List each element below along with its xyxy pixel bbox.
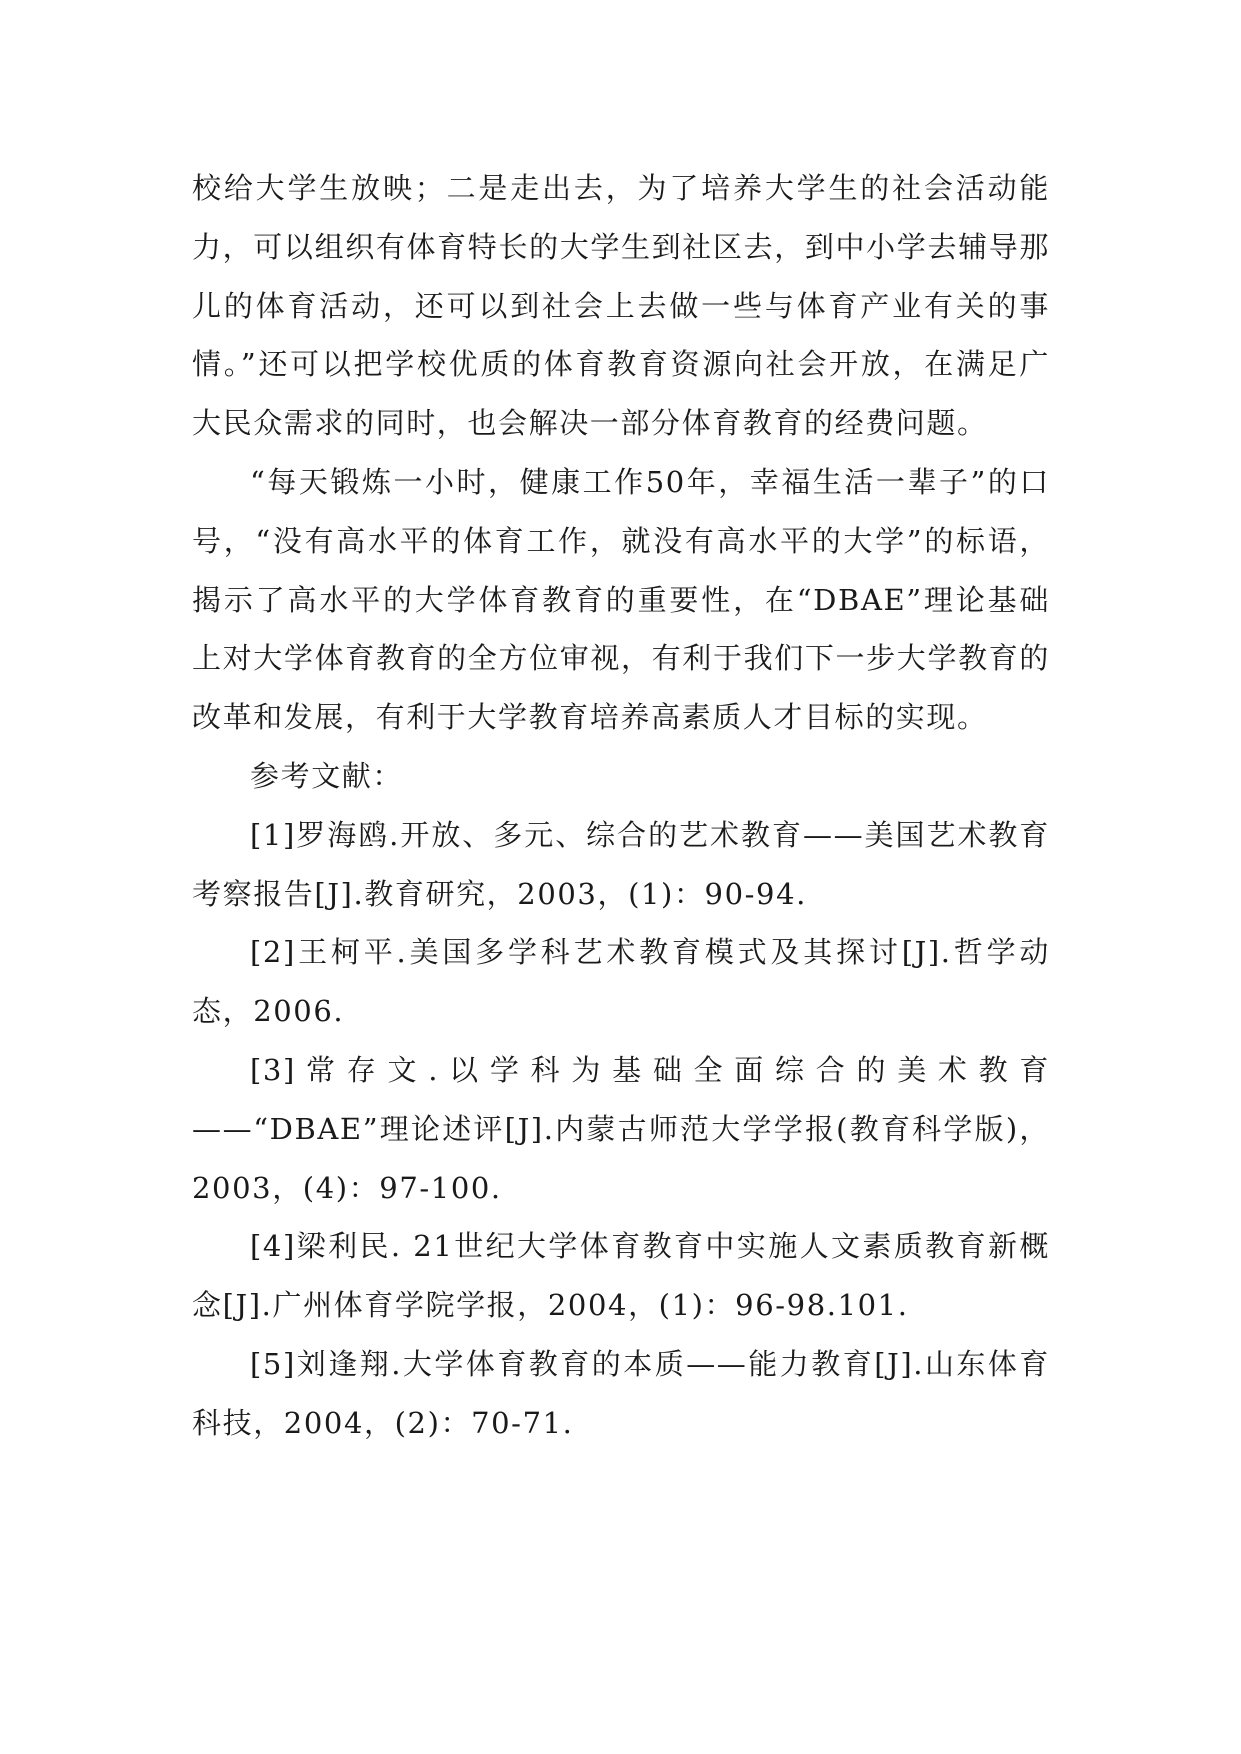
- reference-item: [5]刘逢翔.大学体育教育的本质——能力教育[J].山东体育科技，2004，(2)：70-71.: [192, 1346, 1050, 1440]
- reference-item: [3]常存文.以学科为基础全面综合的美术教育——“DBAE”理论述评[J].内蒙古师范大学学报(教育科学版)，2003，(4)：97-100.: [192, 1052, 1050, 1205]
- references-heading: 参考文献：: [250, 758, 404, 793]
- document-body: [192, 159, 1050, 1453]
- reference-item: [2]王柯平.美国多学科艺术教育模式及其探讨[J].哲学动态，2006.: [192, 935, 1050, 1029]
- reference-item: [1]罗海鸥.开放、多元、综合的艺术教育——美国艺术教育考察报告[J].教育研究，2003，(1)：90-94.: [192, 817, 1050, 911]
- body-paragraph: “每天锻炼一小时，健康工作50年，幸福生活一辈子”的口号，“没有高水平的体育工作，就没有高水平的大学”的标语，揭示了高水平的大学体育教育的重要性，在“DBAE”理论基础上对大学体育教育的全方位审视，有利于我们下一步大学教育的改革和发展，有利于大学教育培养高素质人才目标的实现。: [192, 464, 1050, 735]
- body-paragraph: 校给大学生放映；二是走出去，为了培养大学生的社会活动能力，可以组织有体育特长的大学生到社区去，到中小学去辅导那儿的体育活动，还可以到社会上去做一些与体育产业有关的事情。”还可以把学校优质的体育教育资源向社会开放，在满足广大民众需求的同时，也会解决一部分体育教育的经费问题。: [192, 171, 1050, 441]
- reference-item: [4]梁利民. 21世纪大学体育教育中实施人文素质教育新概念[J].广州体育学院学报，2004，(1)：96-98.101.: [192, 1229, 1050, 1323]
